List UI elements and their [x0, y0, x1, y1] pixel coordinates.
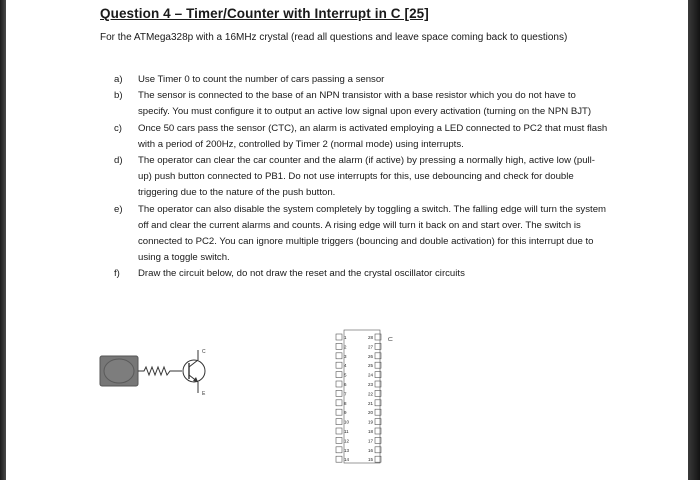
pin-label: 8 — [344, 400, 347, 406]
pin-box — [336, 343, 342, 349]
pin-label: 3 — [344, 353, 347, 359]
pin-label: 22 — [367, 391, 373, 397]
emitter-label: E — [202, 391, 206, 397]
pin-label: 12 — [344, 438, 350, 444]
item-marker: b) — [114, 90, 123, 102]
item-marker: e) — [114, 203, 123, 215]
pin-label: 28 — [367, 335, 373, 340]
item-marker: f) — [114, 268, 120, 280]
pin-box — [336, 437, 342, 443]
pin-label: 9 — [344, 410, 347, 416]
pin-label: 7 — [344, 391, 347, 397]
pin-label: 24 — [367, 372, 373, 378]
pin-label: 26 — [367, 353, 373, 359]
chip-right-pins — [368, 334, 381, 462]
pin-label: 10 — [344, 419, 350, 425]
item-text: The sensor is connected to the base of an NPN transistor with a base resistor which you do not have to specify. You must configure it to output an active low signal upon every activation (turning on the NPN BJT) — [138, 90, 592, 118]
item-marker: d) — [114, 155, 123, 167]
pin-box — [336, 334, 342, 340]
pin-label: 17 — [367, 438, 373, 444]
question-intro: For the ATMega328p with a 16MHz crystal (read all questions and leave space coming back to questions) — [100, 32, 568, 43]
item-text: Draw the circuit below, do not draw the reset and the crystal oscillator circuits — [138, 268, 465, 280]
pin-box — [336, 390, 342, 396]
pin-label: 6 — [344, 382, 347, 387]
pin-label: 13 — [344, 447, 350, 453]
pin-box — [336, 409, 342, 415]
emitter-arrow-icon — [193, 377, 198, 382]
pin-box — [336, 428, 342, 434]
pin-label: 18 — [367, 429, 373, 434]
pin-label: 14 — [344, 457, 350, 463]
pin-label: 23 — [367, 382, 373, 387]
pin-box — [336, 447, 342, 453]
pin-box — [336, 381, 342, 387]
pin-box — [336, 353, 342, 359]
pin-label: 16 — [367, 447, 373, 453]
base-resistor — [138, 367, 182, 375]
pin-label: 20 — [367, 410, 373, 416]
pin-box — [336, 456, 342, 462]
pin-label: 25 — [367, 363, 373, 369]
pin-box — [336, 419, 342, 425]
pin-label: 27 — [367, 344, 373, 350]
pin-box — [336, 372, 342, 378]
item-marker: a) — [114, 74, 123, 85]
atmega-chip — [336, 330, 392, 463]
collector-label: C — [202, 349, 206, 355]
pin-box — [336, 400, 342, 406]
pin-label: 2 — [344, 344, 347, 350]
item-text: Once 50 cars pass the sensor (CTC), an alarm is activated employing a LED connected to PC2 that must flash with a period of 200Hz, controlled by Timer 2 (normal mode) using interrupts. — [138, 122, 608, 150]
chip-body — [344, 330, 380, 463]
chip-left-pins — [336, 334, 350, 462]
pin-label: 15 — [367, 457, 373, 463]
pin-box — [336, 362, 342, 368]
chip-notch-icon: U — [386, 337, 392, 342]
item-marker: c) — [114, 122, 122, 134]
item-text: The operator can clear the car counter and the alarm (if active) by pressing a normally high, active low (pull-up) push button connected to PB1. Do not use interrupts for this, use debouncing and check for double triggering due to the nature of the push button. — [138, 155, 595, 199]
pin-label: 19 — [367, 419, 373, 425]
question-title: Question 4 – Timer/Counter with Interrupt in C [25] — [100, 6, 429, 21]
pin-label: 11 — [344, 429, 349, 434]
item-text: Use Timer 0 to count the number of cars passing a sensor — [138, 74, 385, 85]
item-text: The operator can also disable the system completely by toggling a switch. The falling edge will turn the system off and clear the current alarms and counts. A rising edge will turn it back on and start over. The switch is connected to PC2. You can ignore multiple triggers (bouncing and double activation) for this interrupt due to using a toggle switch. — [138, 203, 607, 264]
pin-label: 5 — [344, 372, 347, 378]
pin-label: 4 — [344, 363, 347, 369]
sensor-lens — [104, 359, 134, 383]
pin-label: 1 — [344, 335, 347, 340]
pin-label: 21 — [367, 400, 373, 406]
